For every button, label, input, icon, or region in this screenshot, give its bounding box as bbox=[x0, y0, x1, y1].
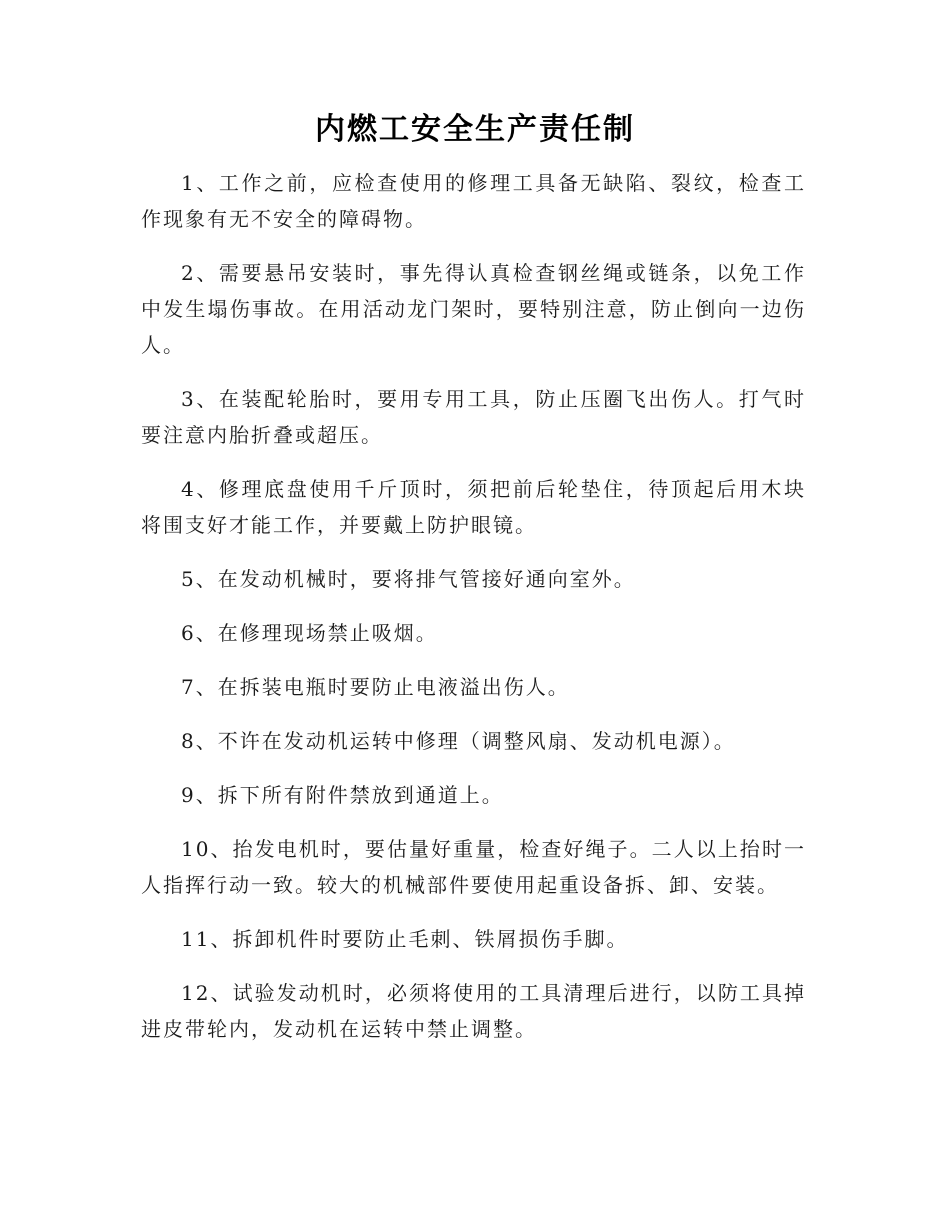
paragraph: 7、在拆装电瓶时要防止电液溢出伤人。 bbox=[181, 675, 570, 699]
paragraph: 12、试验发动机时，必须将使用的工具清理后进行，以防工具掉进皮带轮内，发动机在运转中禁止调整。 bbox=[141, 981, 806, 1041]
paragraph: 5、在发动机械时，要将排气管接好通向室外。 bbox=[181, 567, 636, 591]
paragraph: 11、拆卸机件时要防止毛刺、铁屑损伤手脚。 bbox=[181, 927, 629, 951]
paragraph: 10、抬发电机时，要估量好重量，检查好绳子。二人以上抬时一人指挥行动一致。较大的机械部件要使用起重设备拆、卸、安装。 bbox=[141, 837, 806, 897]
document-title: 内燃工安全生产责任制 bbox=[315, 112, 635, 147]
paragraph: 8、不许在发动机运转中修理（调整风扇、发动机电源）。 bbox=[181, 729, 736, 753]
paragraph: 3、在装配轮胎时，要用专用工具，防止压圈飞出伤人。打气时要注意内胎折叠或超压。 bbox=[141, 387, 806, 447]
paragraph: 4、修理底盘使用千斤顶时，须把前后轮垫住，待顶起后用木块将围支好才能工作，并要戴上防护眼镜。 bbox=[141, 477, 806, 537]
paragraph: 9、拆下所有附件禁放到通道上。 bbox=[181, 783, 504, 807]
paragraph: 1、工作之前，应检查使用的修理工具备无缺陷、裂纹，检查工作现象有无不安全的障碍物。 bbox=[141, 171, 806, 231]
document-body bbox=[141, 165, 806, 1065]
paragraph: 6、在修理现场禁止吸烟。 bbox=[181, 621, 438, 645]
paragraph: 2、需要悬吊安装时，事先得认真检查钢丝绳或链条，以免工作中发生塌伤事故。在用活动龙门架时，要特别注意，防止倒向一边伤人。 bbox=[141, 261, 806, 357]
